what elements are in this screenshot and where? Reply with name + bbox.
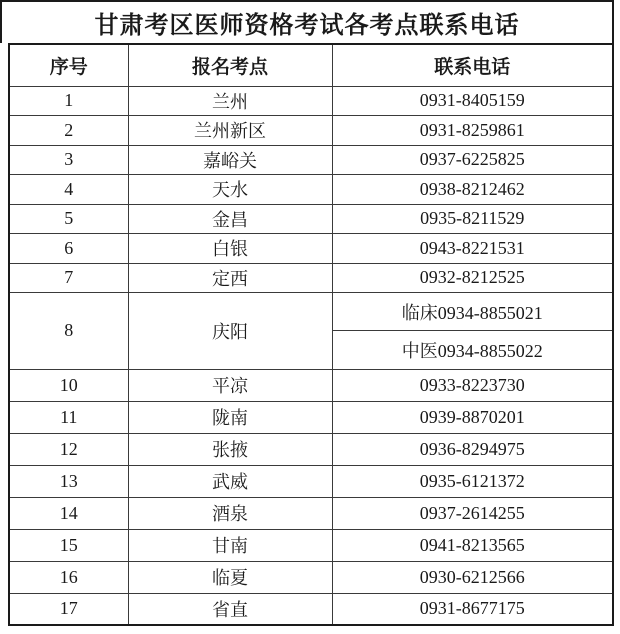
- phone-cell: 0939-8870201: [332, 401, 613, 433]
- site-cell: 甘南: [128, 529, 332, 561]
- serial-cell: 5: [9, 204, 128, 234]
- phone-cell: 0933-8223730: [332, 369, 613, 401]
- phone-cell-clinical: 临床0934-8855021: [332, 293, 613, 331]
- table-row: [9, 204, 613, 234]
- contact-table: [8, 43, 614, 626]
- phone-cell: 0931-8259861: [332, 116, 613, 146]
- site-cell: 兰州新区: [128, 116, 332, 146]
- serial-cell: 17: [9, 593, 128, 625]
- serial-cell: 2: [9, 116, 128, 146]
- phone-cell-tcm: 中医0934-8855022: [332, 331, 613, 369]
- table-row: [9, 369, 613, 401]
- serial-cell: 1: [9, 86, 128, 116]
- serial-cell: 7: [9, 263, 128, 293]
- serial-cell: 12: [9, 433, 128, 465]
- table-row: [9, 234, 613, 264]
- serial-cell: 13: [9, 465, 128, 497]
- site-cell: 临夏: [128, 561, 332, 593]
- site-cell: 嘉峪关: [128, 145, 332, 175]
- phone-cell: 0943-8221531: [332, 234, 613, 264]
- table-row-merged: [9, 293, 613, 331]
- phone-cell: 0936-8294975: [332, 433, 613, 465]
- phone-cell: 0932-8212525: [332, 263, 613, 293]
- table-row: [9, 593, 613, 625]
- serial-cell: 14: [9, 497, 128, 529]
- phone-cell: 0938-8212462: [332, 175, 613, 205]
- table-row: [9, 86, 613, 116]
- site-cell: 庆阳: [128, 293, 332, 370]
- site-cell: 天水: [128, 175, 332, 205]
- site-cell: 陇南: [128, 401, 332, 433]
- phone-cell: 0931-8405159: [332, 86, 613, 116]
- serial-cell: 8: [9, 293, 128, 370]
- table-row: [9, 497, 613, 529]
- col-header-site: 报名考点: [128, 44, 332, 86]
- phone-cell: 0931-8677175: [332, 593, 613, 625]
- site-cell: 金昌: [128, 204, 332, 234]
- site-cell: 兰州: [128, 86, 332, 116]
- phone-cell: 0941-8213565: [332, 529, 613, 561]
- site-cell: 平凉: [128, 369, 332, 401]
- table-row: [9, 401, 613, 433]
- col-header-index: 序号: [9, 44, 128, 86]
- serial-cell: 16: [9, 561, 128, 593]
- table-row: [9, 175, 613, 205]
- site-cell: 武威: [128, 465, 332, 497]
- site-cell: 酒泉: [128, 497, 332, 529]
- phone-cell: 0937-2614255: [332, 497, 613, 529]
- table-row: [9, 465, 613, 497]
- site-cell: 省直: [128, 593, 332, 625]
- table-row: [9, 263, 613, 293]
- serial-cell: 10: [9, 369, 128, 401]
- serial-cell: 11: [9, 401, 128, 433]
- phone-cell: 0935-8211529: [332, 204, 613, 234]
- serial-cell: 15: [9, 529, 128, 561]
- phone-cell: 0937-6225825: [332, 145, 613, 175]
- serial-cell: 6: [9, 234, 128, 264]
- table-row: [9, 561, 613, 593]
- table-row: [9, 529, 613, 561]
- phone-cell: 0930-6212566: [332, 561, 613, 593]
- site-cell: 定西: [128, 263, 332, 293]
- table-row: [9, 145, 613, 175]
- serial-cell: 4: [9, 175, 128, 205]
- table-row: [9, 433, 613, 465]
- table-row: [9, 116, 613, 146]
- serial-cell: 3: [9, 145, 128, 175]
- col-header-phone: 联系电话: [332, 44, 613, 86]
- phone-cell: 0935-6121372: [332, 465, 613, 497]
- site-cell: 白银: [128, 234, 332, 264]
- page-title: 甘肃考区医师资格考试各考点联系电话: [0, 0, 614, 43]
- site-cell: 张掖: [128, 433, 332, 465]
- header-row: [9, 44, 613, 86]
